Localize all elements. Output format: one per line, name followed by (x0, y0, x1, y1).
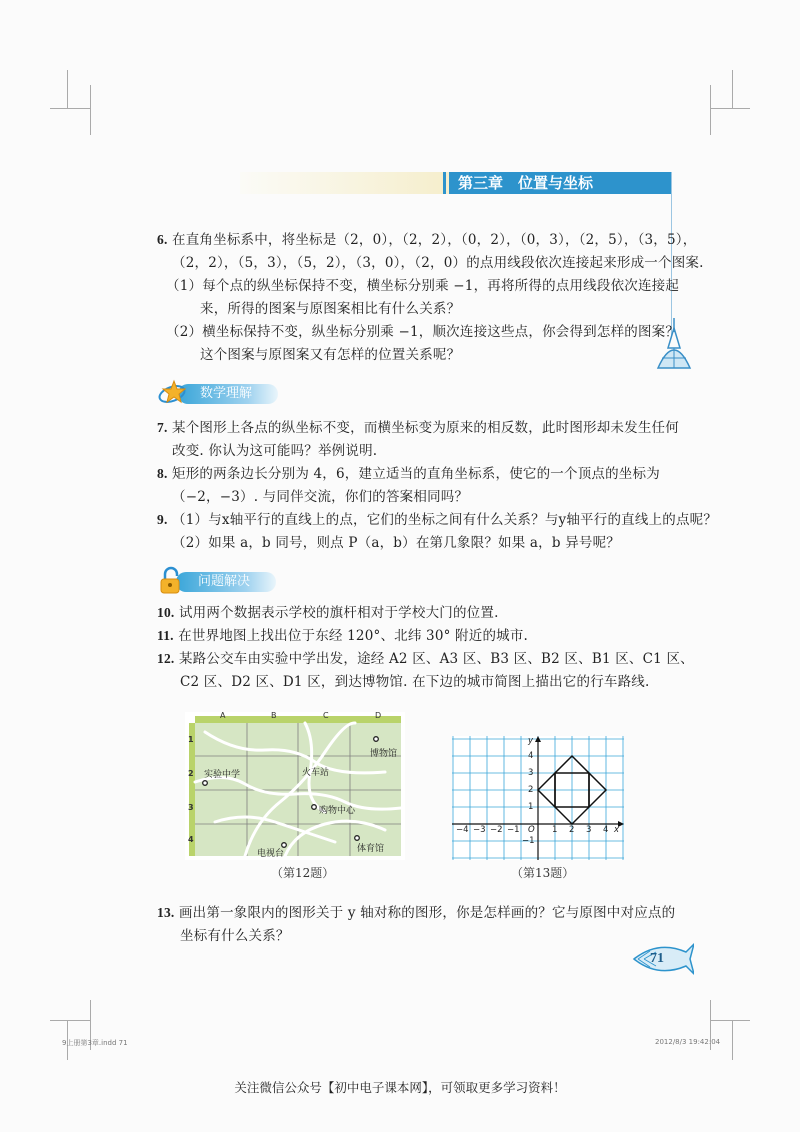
crop-mark (732, 1020, 733, 1060)
problem-text: 画出第一象限内的图形关于 y 轴对称的图形，你是怎样画的？它与原图中对应点的 (178, 905, 676, 921)
problem-6-line2: （2，2），（5，3），（5，2），（3，0），（2，0）的点用线段依次连接起来形成一个图案. (172, 255, 704, 271)
map-place-station: 火车站 (302, 768, 330, 778)
page-number: 71 (650, 951, 664, 966)
problem-9-line2: （2）如果 a，b 同号，则点 P（a，b）在第几象限？如果 a，b 异号呢？ (172, 535, 620, 551)
problem-8-line1 (157, 464, 660, 484)
problem-text: 矩形的两条边长分别为 4，6，建立适当的直角坐标系，使它的一个顶点的坐标为 (172, 466, 660, 482)
city-map-figure (185, 712, 405, 860)
problem-number: 9. (157, 512, 168, 527)
x-tick: 3 (586, 825, 592, 835)
crop-mark (710, 108, 750, 109)
y-tick: 3 (528, 768, 534, 778)
figure-13-caption: （第13题） (511, 866, 575, 880)
problem-number: 10. (157, 605, 175, 620)
problem-8-line2: （−2，−3）. 与同伴交流，你们的答案相同吗？ (172, 489, 469, 505)
section-math-understanding (178, 384, 278, 404)
problem-number: 11. (157, 628, 174, 643)
problem-6-line1 (157, 230, 696, 250)
row-label: 2 (188, 769, 194, 778)
col-label: A (220, 711, 226, 720)
section-label: 数学理解 (200, 386, 253, 401)
problem-6-sub2-line1: （2）横坐标保持不变，纵坐标分别乘 −1，顺次连接这些点，你会得到怎样的图案？ (166, 324, 680, 340)
footer-filename: 9上册第3章.indd 71 (62, 1039, 128, 1047)
problem-text: 在直角坐标系中，将坐标是（2，0），（2，2），（0，2），（0，3），（2，5），（3，5）， (172, 232, 697, 248)
x-tick: −3 (473, 825, 486, 835)
x-tick: −1 (507, 825, 520, 835)
lock-icon (158, 566, 184, 596)
problem-12-line2: C2 区、D2 区、D1 区，到达博物馆. 在下边的城市简图上描出它的行车路线. (180, 674, 650, 690)
problem-11 (157, 626, 528, 646)
x-tick: −4 (456, 825, 469, 835)
map-col-labels (195, 711, 401, 721)
row-label: 1 (188, 735, 194, 744)
map-place-mall: 购物中心 (319, 806, 356, 816)
crop-mark (710, 85, 711, 135)
crop-mark (50, 108, 90, 109)
col-label: D (375, 711, 382, 720)
map-place-gym: 体育馆 (357, 844, 385, 854)
figure-12-caption: （第12题） (271, 866, 335, 880)
problem-text: （1）与x轴平行的直线上的点，它们的坐标之间有什么关系？与y轴平行的直线上的点呢？ (172, 512, 718, 528)
y-tick: 2 (528, 785, 534, 795)
problem-12-line1 (157, 649, 694, 669)
x-axis-label: x (614, 825, 620, 835)
problem-9-line1 (157, 510, 717, 530)
col-label: C (323, 711, 329, 720)
map-place-school: 实验中学 (204, 770, 241, 780)
y-axis-label: y (528, 736, 534, 746)
problem-6-sub2-line2: 这个图案与原图案又有怎样的位置关系呢？ (200, 347, 461, 363)
x-tick: −2 (490, 825, 503, 835)
crop-mark (90, 85, 91, 135)
x-tick: 1 (552, 825, 558, 835)
problem-7-line2: 改变. 你认为这可能吗？举例说明. (172, 443, 378, 459)
row-label: 4 (188, 835, 194, 844)
y-tick: −1 (522, 836, 535, 846)
row-label: 3 (188, 803, 194, 812)
map-place-tv: 电视台 (257, 849, 285, 859)
problem-number: 6. (157, 232, 168, 247)
problem-text: 某路公交车由实验中学出发，途经 A2 区、A3 区、B3 区、B2 区、B1 区、C1 区、 (178, 651, 694, 667)
section-problem-solving (176, 572, 276, 592)
x-tick: 2 (569, 825, 575, 835)
y-tick: 1 (528, 802, 534, 812)
crop-mark (50, 1020, 90, 1021)
problem-number: 12. (157, 651, 175, 666)
map-row-labels (188, 723, 198, 856)
problem-text: 试用两个数据表示学校的旗杆相对于学校大门的位置. (178, 605, 499, 621)
crop-mark (67, 70, 68, 108)
problem-10 (157, 603, 499, 623)
problem-number: 7. (157, 420, 168, 435)
problem-13-line1 (157, 903, 675, 923)
chapter-title: 第三章 位置与坐标 (449, 172, 672, 194)
grid-y-ticks (522, 736, 540, 860)
problem-text: 某个图形上各点的纵坐标不变，而横坐标变为原来的相反数，此时图形却未发生任何 (172, 420, 679, 436)
problem-6-sub1-line1: （1）每个点的纵坐标保持不变，横坐标分别乘 −1，再将所得的点用线段依次连接起 (166, 278, 680, 294)
problem-number: 8. (157, 466, 168, 481)
crop-mark (732, 70, 733, 108)
problem-text: 在世界地图上找出位于东经 120°、北纬 30° 附近的城市. (178, 628, 529, 644)
problem-7-line1 (157, 418, 679, 438)
problem-6-sub1-line2: 来，所得的图案与原图案相比有什么关系？ (200, 301, 461, 317)
bottom-note: 关注微信公众号【初中电子课本网】，可领取更多学习资料！ (234, 1080, 566, 1095)
map-place-museum: 博物馆 (370, 749, 398, 759)
origin-label: O (528, 825, 535, 835)
x-tick: 4 (603, 825, 609, 835)
star-icon (158, 378, 190, 408)
problem-number: 13. (157, 905, 175, 920)
col-label: B (271, 711, 277, 720)
y-tick: 4 (528, 751, 534, 761)
footer-timestamp: 2012/8/3 19:42:04 (655, 1038, 721, 1046)
section-label: 问题解决 (198, 574, 251, 589)
crop-mark (710, 1020, 750, 1021)
problem-13-line2: 坐标有什么关系？ (180, 928, 290, 944)
